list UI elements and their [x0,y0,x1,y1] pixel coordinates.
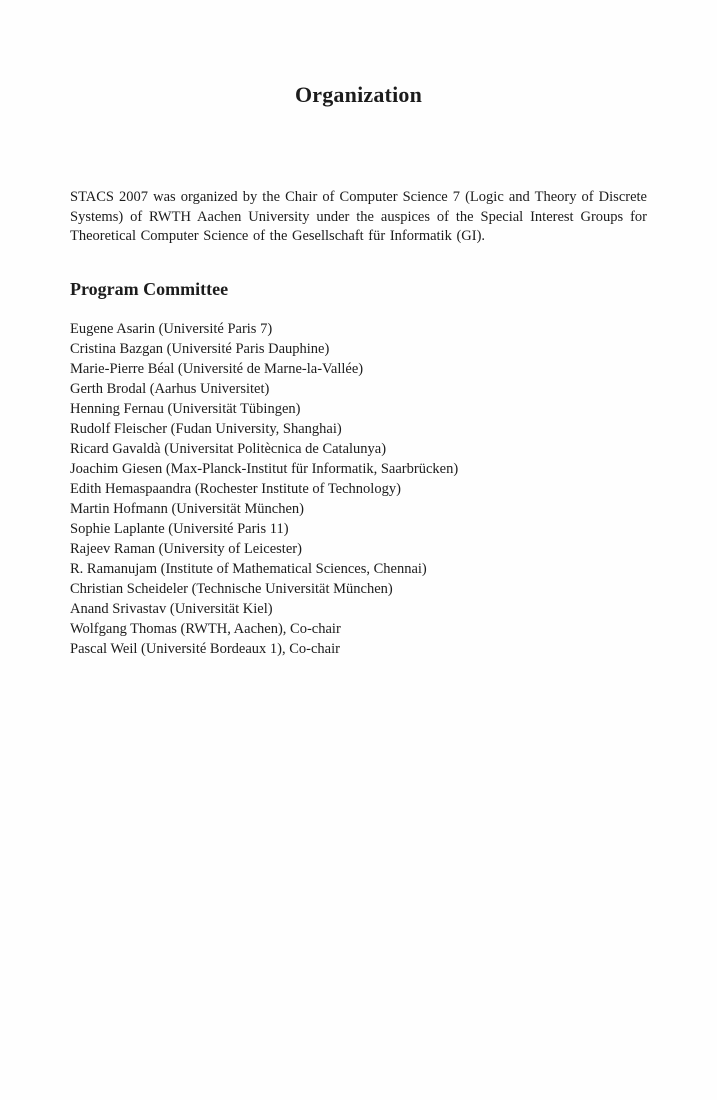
committee-member: Wolfgang Thomas (RWTH, Aachen), Co-chair [70,620,341,637]
committee-member: Joachim Giesen (Max-Planck-Institut für Informatik, Saarbrücken) [70,460,459,477]
committee-member: Pascal Weil (Université Bordeaux 1), Co-chair [70,640,340,657]
committee-member: Edith Hemaspaandra (Rochester Institute of Technology) [70,480,401,497]
committee-member: Ricard Gavaldà (Universitat Politècnica de Catalunya) [70,440,387,457]
committee-member: Eugene Asarin (Université Paris 7) [70,320,273,337]
page-title: Organization [294,82,423,107]
committee-member-list [70,319,647,659]
committee-member: Anand Srivastav (Universität Kiel) [70,600,273,617]
committee-member: Gerth Brodal (Aarhus Universitet) [70,380,270,397]
section-heading-program-committee: Program Committee [70,278,229,299]
committee-member: Rudolf Fleischer (Fudan University, Shanghai) [70,420,342,437]
committee-member: Marie-Pierre Béal (Université de Marne-la-Vallée) [70,360,364,377]
committee-member: Rajeev Raman (University of Leicester) [70,540,302,557]
committee-member: Henning Fernau (Universität Tübingen) [70,400,301,417]
committee-member: R. Ramanujam (Institute of Mathematical Sciences, Chennai) [70,560,427,577]
intro-paragraph: STACS 2007 was organized by the Chair of Computer Science 7 (Logic and Theory of Discrete Systems) of RWTH Aachen University under the auspices of the Special Interest Groups for Theoretical Computer Science of the Gesellschaft für Informatik (GI). [70,189,647,244]
committee-member: Christian Scheideler (Technische Universität München) [70,580,393,597]
committee-member: Sophie Laplante (Université Paris 11) [70,520,289,537]
committee-member: Cristina Bazgan (Université Paris Dauphine) [70,340,330,357]
committee-member: Martin Hofmann (Universität München) [70,500,304,517]
